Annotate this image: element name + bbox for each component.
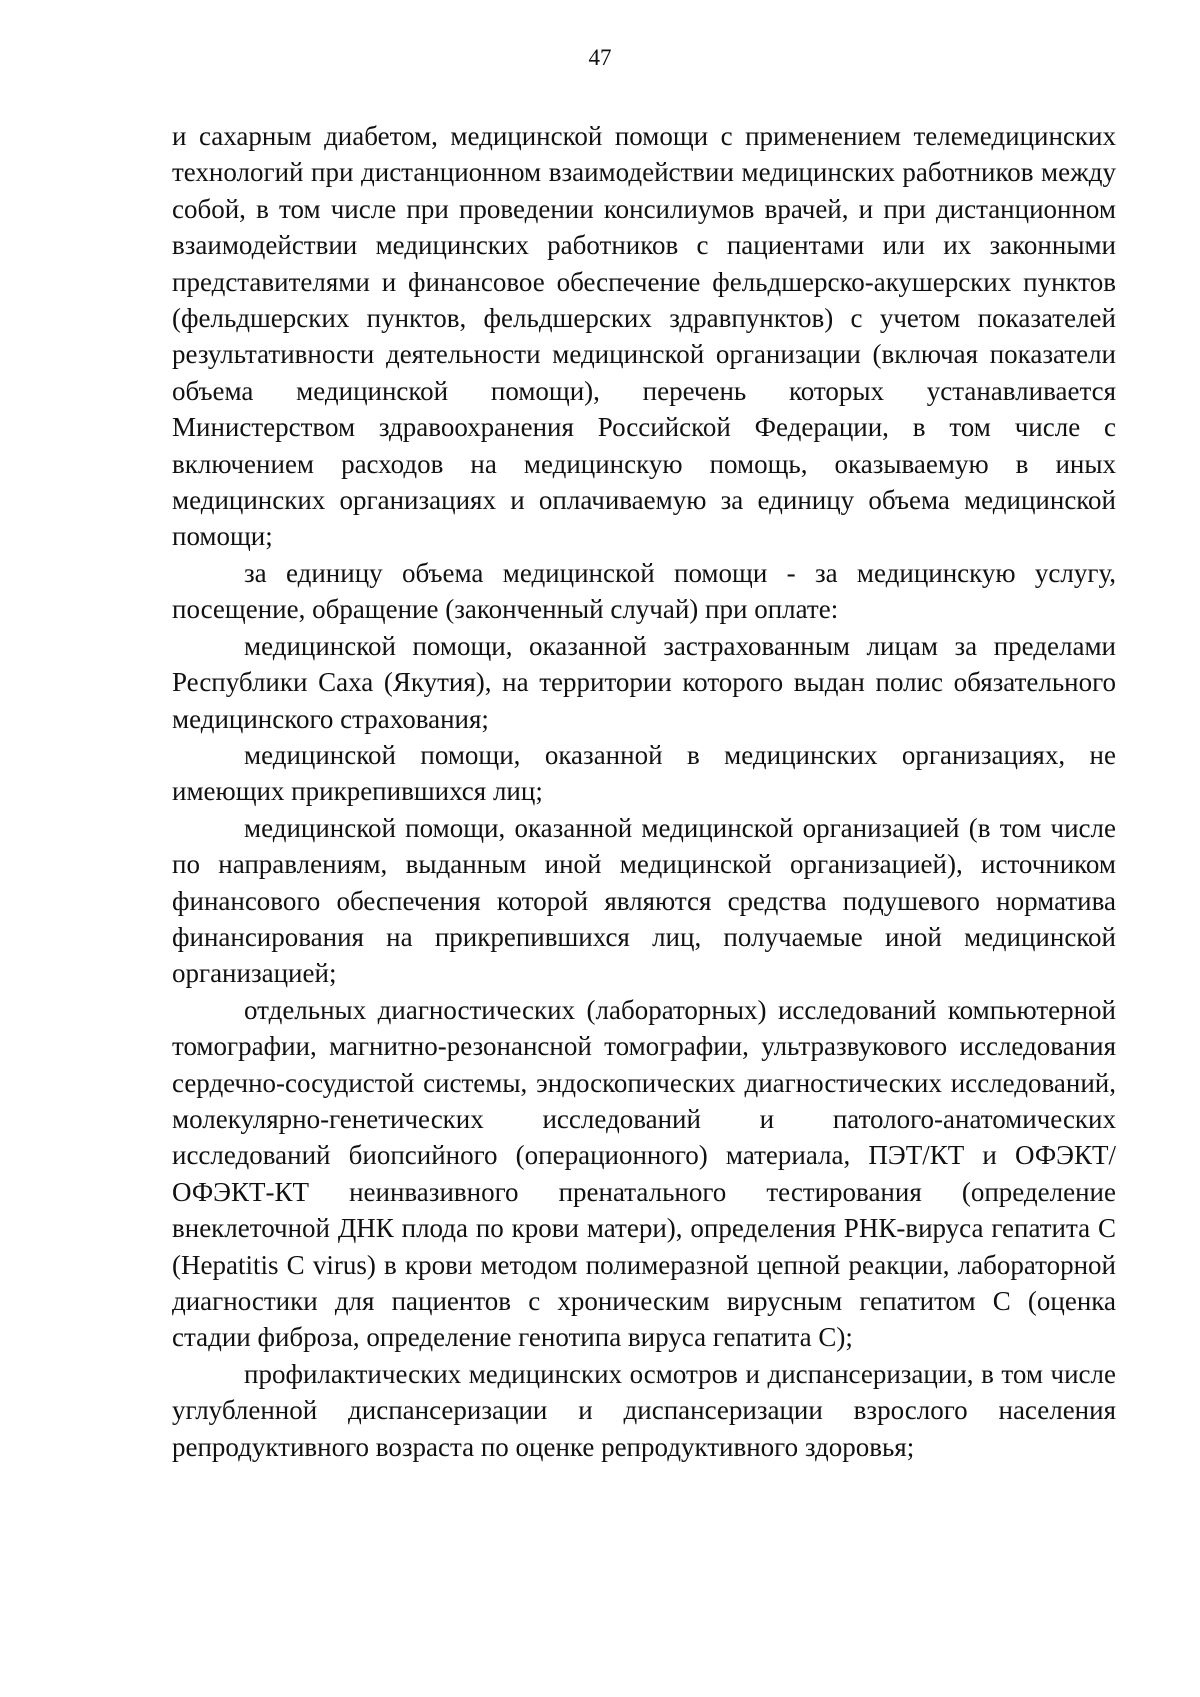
paragraph-unit-payment: за единицу объема медицинской помощи - за медицинскую услугу, посещение, обращение (законченный случай) при оплате:	[172, 557, 1116, 625]
page-number: 47	[588, 45, 612, 70]
paragraph-no-attached-persons: медицинской помощи, оказанной в медицинских организациях, не имеющих прикрепившихся лиц;	[172, 739, 1116, 807]
paragraph-continuation: и сахарным диабетом, медицинской помощи с применением телемедицинских технологий при дистанционном взаимодействии медицинских работников между собой, в том числе при проведении консилиумов врачей, и при дистанционном взаимодействии медицинских работников с пациентами или их законными представителями и финансовое обеспечение фельдшерско-акушерских пунктов (фельдшерских пунктов, фельдшерских здравпунктов) с учетом показателей результативности деятельности медицинской организации (включая показатели объема медицинской помощи), перечень которых устанавливается Министерством здравоохранения Российской Федерации, в том числе с включением расходов на медицинскую помощь, оказываемую в иных медицинских организациях и оплачиваемую за единицу объема медицинской помощи;	[172, 121, 1116, 552]
document-body	[172, 118, 1116, 1465]
paragraph-referral-care: медицинской помощи, оказанной медицинской организацией (в том числе по направлениям, выданным иной медицинской организацией), источником финансового обеспечения которой являются средства подушевого норматива финансирования на прикрепившихся лиц, получаемые иной медицинской организацией;	[172, 812, 1116, 989]
paragraph-preventive-exams: профилактических медицинских осмотров и диспансеризации, в том числе углубленной диспансеризации и диспансеризации взрослого населения репродуктивного возраста по оценке репродуктивного здоровья;	[172, 1358, 1116, 1462]
paragraph-insured-outside-region: медицинской помощи, оказанной застрахованным лицам за пределами Республики Саха (Якутия), на территории которого выдан полис обязательного медицинского страхования;	[172, 630, 1116, 734]
paragraph-diagnostic-studies: отдельных диагностических (лабораторных) исследований компьютерной томографии, магнитно-резонансной томографии, ультразвукового исследования сердечно-сосудистой системы, эндоскопических диагностических исследований, молекулярно-генетических исследований и патолого-анатомических исследований биопсийного (операционного) материала, ПЭТ/КТ и ОФЭКТ/ОФЭКТ-КТ неинвазивного пренатального тестирования (определение внеклеточной ДНК плода по крови матери), определения РНК-вируса гепатита С (Hepatitis C virus) в крови методом полимеразной цепной реакции, лабораторной диагностики для пациентов с хроническим вирусным гепатитом С (оценка стадии фиброза, определение генотипа вируса гепатита С);	[172, 994, 1116, 1353]
